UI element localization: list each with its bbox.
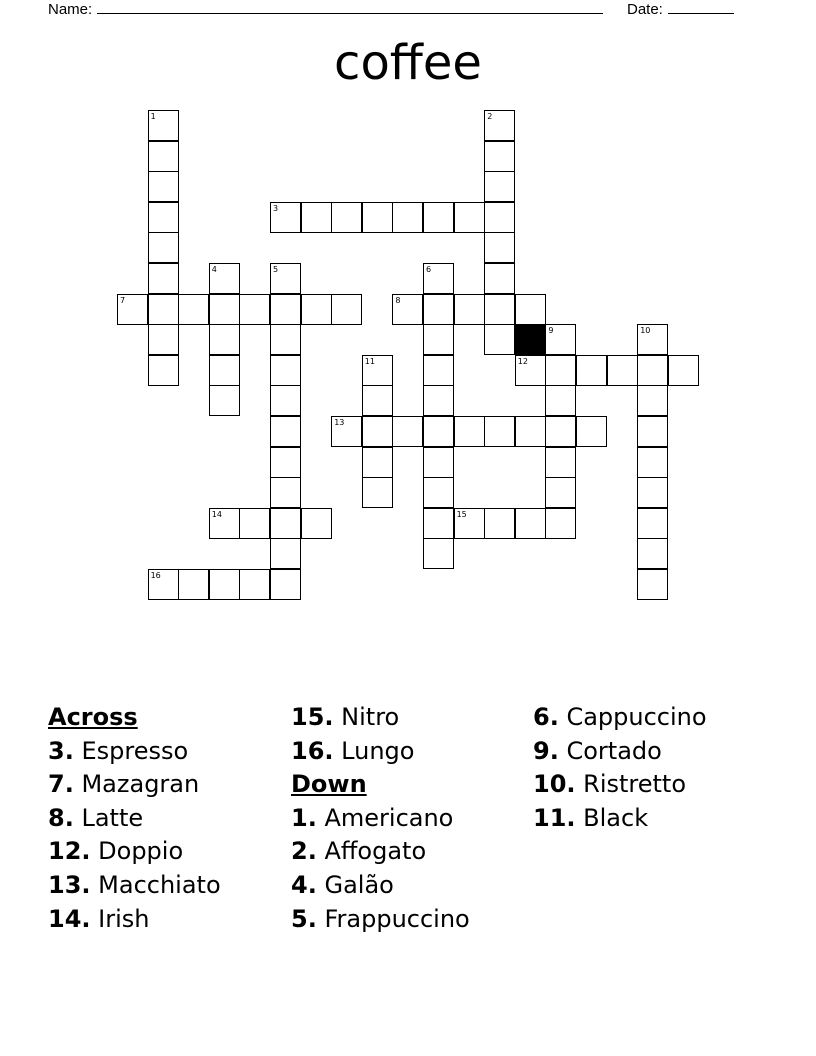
- clue-across-12: 12. Doppio: [48, 837, 184, 866]
- clue-column-1: [48, 701, 288, 936]
- grid-cell[interactable]: [148, 202, 179, 233]
- grid-cell[interactable]: [668, 355, 699, 386]
- clue-across-3: 3. Espresso: [48, 736, 189, 765]
- grid-cell[interactable]: [209, 385, 240, 416]
- grid-cell[interactable]: [362, 447, 393, 478]
- grid-cell[interactable]: [576, 416, 607, 447]
- grid-cell[interactable]: [331, 202, 362, 233]
- grid-cell[interactable]: [454, 202, 485, 233]
- grid-cell[interactable]: [270, 202, 301, 233]
- clue-across-16: 16. Lungo: [291, 736, 415, 765]
- cell-number: 15: [456, 509, 467, 519]
- grid-cell[interactable]: [423, 477, 454, 508]
- grid-cell[interactable]: [362, 416, 393, 447]
- clue-down-2: 2. Affogato: [291, 837, 427, 866]
- grid-cell[interactable]: [331, 294, 362, 325]
- clue-down-9: 9. Cortado: [533, 736, 662, 765]
- grid-cell[interactable]: [484, 324, 515, 355]
- grid-cell[interactable]: [148, 141, 179, 172]
- grid-cell[interactable]: [331, 416, 362, 447]
- date-blank-line[interactable]: [668, 0, 734, 14]
- grid-cell[interactable]: [423, 355, 454, 386]
- grid-cell[interactable]: [270, 385, 301, 416]
- grid-cell[interactable]: [545, 416, 576, 447]
- grid-cell[interactable]: [484, 232, 515, 263]
- cell-number: 11: [364, 356, 375, 366]
- grid-cell[interactable]: [484, 202, 515, 233]
- grid-cell[interactable]: [637, 385, 668, 416]
- grid-cell[interactable]: [454, 294, 485, 325]
- cell-number: 1: [150, 112, 156, 121]
- grid-cell[interactable]: [423, 385, 454, 416]
- grid-cell[interactable]: [545, 477, 576, 508]
- clue-across-15: 15. Nitro: [291, 703, 400, 731]
- grid-cell[interactable]: [637, 324, 668, 355]
- grid-cell[interactable]: [148, 324, 179, 355]
- name-field[interactable]: [48, 0, 603, 20]
- cell-number: 3: [273, 203, 279, 213]
- grid-cell[interactable]: [239, 508, 270, 539]
- grid-cell[interactable]: [637, 538, 668, 569]
- grid-cell[interactable]: [637, 508, 668, 539]
- grid-cell[interactable]: [515, 508, 546, 539]
- grid-cell[interactable]: [607, 355, 638, 386]
- grid-cell[interactable]: [637, 569, 668, 600]
- grid-cell[interactable]: [545, 508, 576, 539]
- grid-cell[interactable]: [148, 232, 179, 263]
- cell-number: 16: [150, 571, 161, 580]
- grid-cell[interactable]: [148, 110, 179, 141]
- grid-cell[interactable]: [148, 355, 179, 386]
- clue-across-13: 13. Macchiato: [48, 870, 221, 899]
- across-heading: Across: [48, 703, 138, 731]
- grid-cell[interactable]: [270, 263, 301, 294]
- cell-number: 6: [426, 265, 432, 274]
- cell-number: 7: [120, 295, 126, 305]
- grid-block: [515, 324, 546, 355]
- grid-cell[interactable]: [270, 508, 301, 539]
- grid-cell[interactable]: [423, 416, 454, 447]
- clue-across-14: 14. Irish: [48, 904, 150, 933]
- grid-cell[interactable]: [239, 294, 270, 325]
- grid-cell[interactable]: [270, 477, 301, 508]
- cell-number: 12: [517, 356, 528, 366]
- grid-cell[interactable]: [637, 355, 668, 386]
- grid-cell[interactable]: [515, 294, 546, 325]
- grid-cell[interactable]: [454, 416, 485, 447]
- grid-cell[interactable]: [484, 141, 515, 172]
- cell-number: 10: [640, 326, 651, 336]
- cell-number: 9: [548, 326, 554, 336]
- clue-across-7: 7. Mazagran: [48, 770, 200, 799]
- grid-cell[interactable]: [362, 202, 393, 233]
- clue-down-11: 11. Black: [533, 803, 649, 832]
- grid-cell[interactable]: [148, 263, 179, 294]
- grid-cell[interactable]: [209, 324, 240, 355]
- clue-down-5: 5. Frappuccino: [291, 904, 470, 933]
- grid-cell[interactable]: [270, 294, 301, 325]
- grid-cell[interactable]: [392, 294, 423, 325]
- clue-column-3: [533, 701, 773, 835]
- grid-cell[interactable]: [148, 569, 179, 600]
- grid-cell[interactable]: [423, 447, 454, 478]
- grid-cell[interactable]: [545, 385, 576, 416]
- grid-cell[interactable]: [515, 355, 546, 386]
- grid-cell[interactable]: [637, 447, 668, 478]
- grid-cell[interactable]: [484, 110, 515, 141]
- name-blank-line[interactable]: [97, 0, 603, 14]
- cell-number: 14: [211, 509, 222, 519]
- grid-cell[interactable]: [270, 538, 301, 569]
- cell-number: 8: [395, 295, 401, 305]
- grid-cell[interactable]: [148, 171, 179, 202]
- name-label: Name:: [48, 1, 93, 18]
- clue-column-2: [291, 701, 531, 936]
- clue-across-8: 8. Latte: [48, 803, 144, 832]
- grid-cell[interactable]: [484, 294, 515, 325]
- clue-down-4: 4. Galão: [291, 870, 394, 899]
- cell-number: 5: [273, 265, 279, 274]
- grid-cell[interactable]: [270, 324, 301, 355]
- grid-cell[interactable]: [148, 294, 179, 325]
- clue-down-1: 1. Americano: [291, 803, 454, 832]
- date-label: Date:: [627, 1, 663, 18]
- grid-cell[interactable]: [484, 508, 515, 539]
- grid-cell[interactable]: [301, 294, 332, 325]
- date-field[interactable]: [627, 0, 734, 20]
- grid-cell[interactable]: [178, 294, 209, 325]
- grid-cell[interactable]: [484, 263, 515, 294]
- grid-cell[interactable]: [576, 355, 607, 386]
- grid-cell[interactable]: [270, 447, 301, 478]
- grid-cell[interactable]: [239, 569, 270, 600]
- grid-cell[interactable]: [270, 416, 301, 447]
- grid-cell[interactable]: [637, 416, 668, 447]
- grid-cell[interactable]: [423, 538, 454, 569]
- grid-cell[interactable]: [362, 477, 393, 508]
- grid-cell[interactable]: [209, 508, 240, 539]
- grid-cell[interactable]: [362, 385, 393, 416]
- grid-cell[interactable]: [484, 171, 515, 202]
- grid-cell[interactable]: [209, 294, 240, 325]
- grid-cell[interactable]: [209, 569, 240, 600]
- grid-cell[interactable]: [423, 202, 454, 233]
- grid-cell[interactable]: [423, 294, 454, 325]
- grid-cell[interactable]: [637, 477, 668, 508]
- cell-number: 13: [334, 418, 345, 427]
- down-heading: Down: [291, 770, 367, 799]
- grid-cell[interactable]: [117, 294, 148, 325]
- grid-cell[interactable]: [178, 569, 209, 600]
- grid-cell[interactable]: [545, 324, 576, 355]
- cell-number: 4: [211, 265, 217, 274]
- page-title: coffee: [334, 35, 482, 91]
- grid-cell[interactable]: [270, 355, 301, 386]
- grid-cell[interactable]: [392, 416, 423, 447]
- grid-cell[interactable]: [362, 355, 393, 386]
- grid-cell[interactable]: [423, 508, 454, 539]
- grid-cell[interactable]: [209, 263, 240, 294]
- grid-cell[interactable]: [209, 355, 240, 386]
- grid-cell[interactable]: [545, 447, 576, 478]
- grid-cell[interactable]: [423, 324, 454, 355]
- grid-cell[interactable]: [423, 263, 454, 294]
- grid-cell[interactable]: [301, 202, 332, 233]
- grid-cell[interactable]: [301, 508, 332, 539]
- grid-cell[interactable]: [545, 355, 576, 386]
- grid-cell[interactable]: [515, 416, 546, 447]
- grid-cell[interactable]: [484, 416, 515, 447]
- grid-cell[interactable]: [454, 508, 485, 539]
- clue-down-6: 6. Cappuccino: [533, 703, 707, 731]
- grid-cell[interactable]: [270, 569, 301, 600]
- cell-number: 2: [487, 112, 493, 121]
- clue-down-10: 10. Ristretto: [533, 770, 687, 799]
- grid-cell[interactable]: [392, 202, 423, 233]
